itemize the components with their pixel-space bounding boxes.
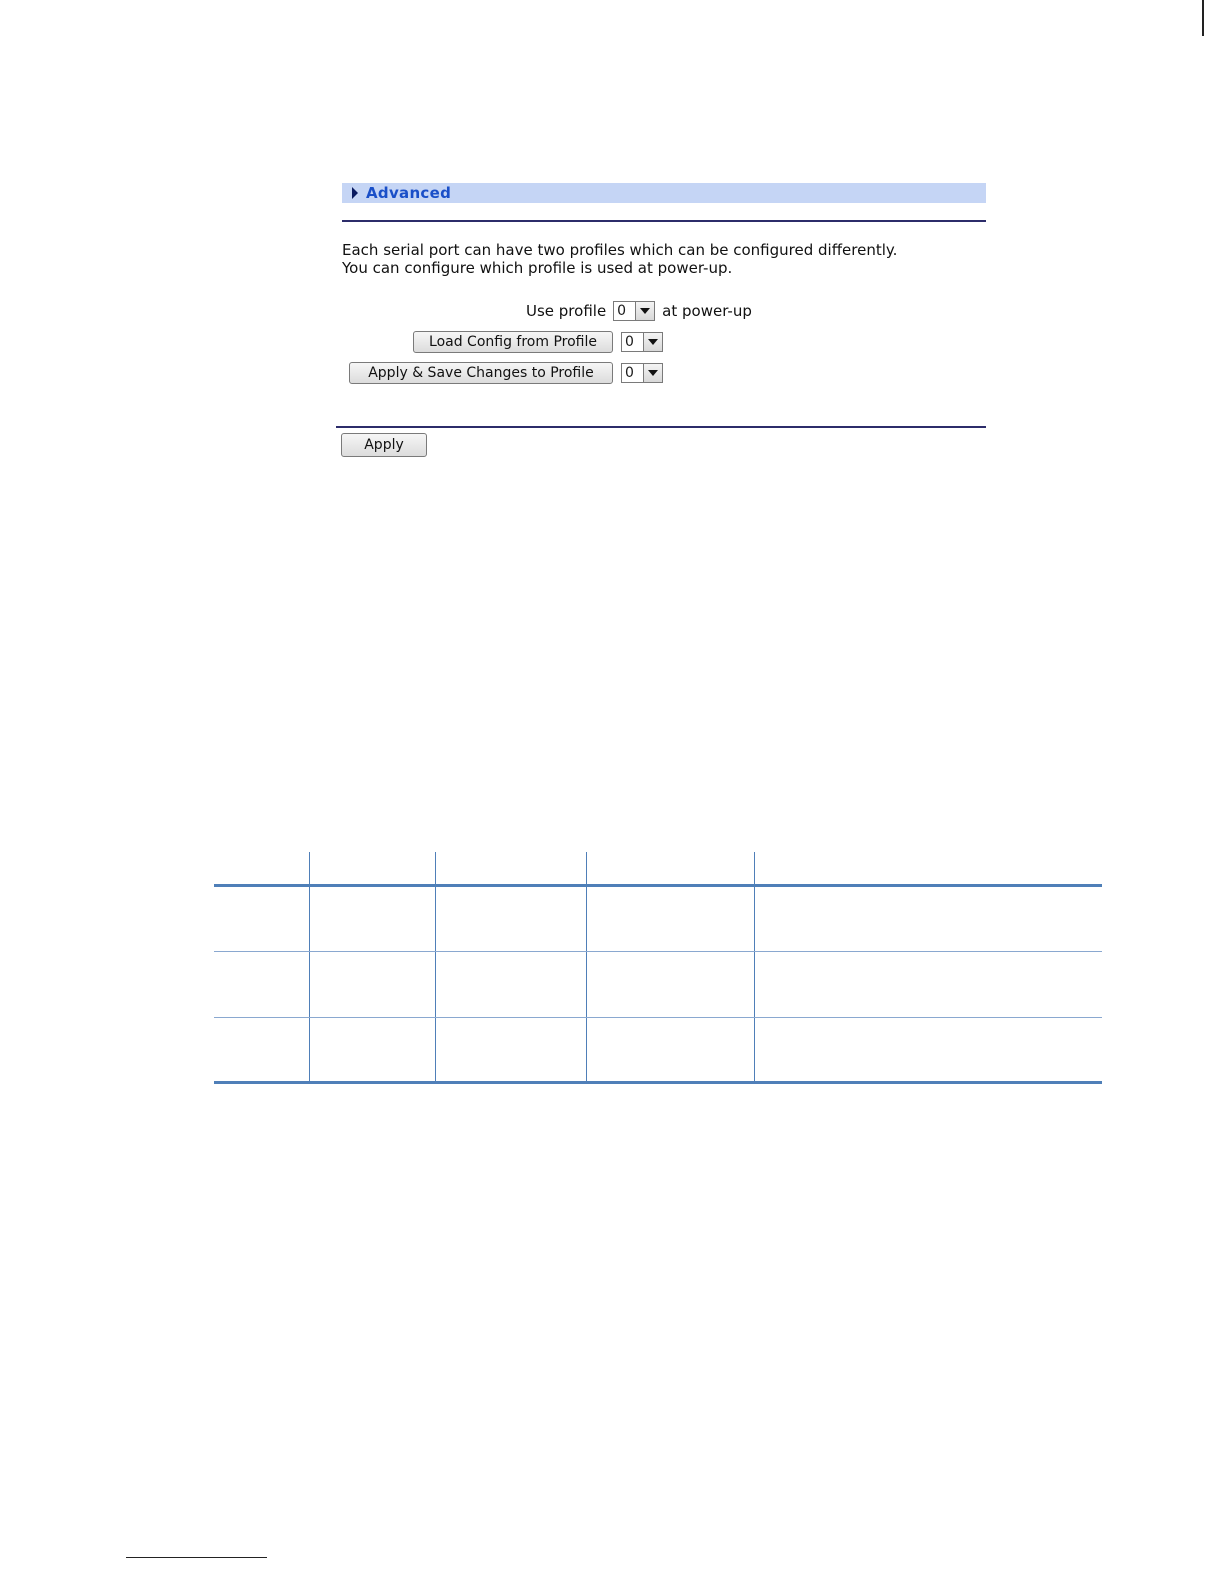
load-config-row (413, 331, 663, 353)
dropdown-arrow-icon (643, 333, 662, 351)
top-divider (342, 220, 986, 222)
dropdown-arrow-icon (643, 364, 662, 382)
load-config-button[interactable]: Load Config from Profile (413, 331, 613, 353)
dropdown-arrow-icon (635, 302, 654, 320)
advanced-section-header[interactable] (342, 183, 986, 203)
apply-button[interactable]: Apply (341, 433, 427, 457)
description-line-1: Each serial port can have two profiles which can be configured differently. (342, 241, 898, 259)
load-profile-select[interactable] (621, 332, 663, 352)
advanced-title: Advanced (366, 184, 452, 202)
use-profile-value: 0 (617, 303, 627, 319)
expand-arrow-icon (352, 187, 358, 199)
bottom-divider (336, 426, 986, 428)
save-profile-value: 0 (625, 365, 634, 381)
apply-row (341, 433, 427, 457)
use-profile-label: Use profile (526, 302, 607, 320)
save-profile-select[interactable] (621, 363, 663, 383)
save-profile-row (349, 362, 663, 384)
table-row-divider (214, 1017, 1102, 1018)
table-bottom-border (214, 1081, 1102, 1084)
advanced-panel (342, 183, 986, 203)
profile-description (342, 241, 897, 277)
table-header-border (214, 884, 1102, 887)
use-profile-select[interactable] (613, 301, 655, 321)
page-edge-line (1202, 0, 1204, 36)
description-line-2: You can configure which profile is used at power-up. (342, 259, 733, 277)
table-row-divider (214, 951, 1102, 952)
at-powerup-label: at power-up (662, 302, 752, 320)
use-profile-row (526, 301, 752, 321)
apply-save-profile-button[interactable]: Apply & Save Changes to Profile (349, 362, 613, 384)
load-profile-value: 0 (625, 334, 634, 350)
footnote-separator (126, 1557, 267, 1558)
